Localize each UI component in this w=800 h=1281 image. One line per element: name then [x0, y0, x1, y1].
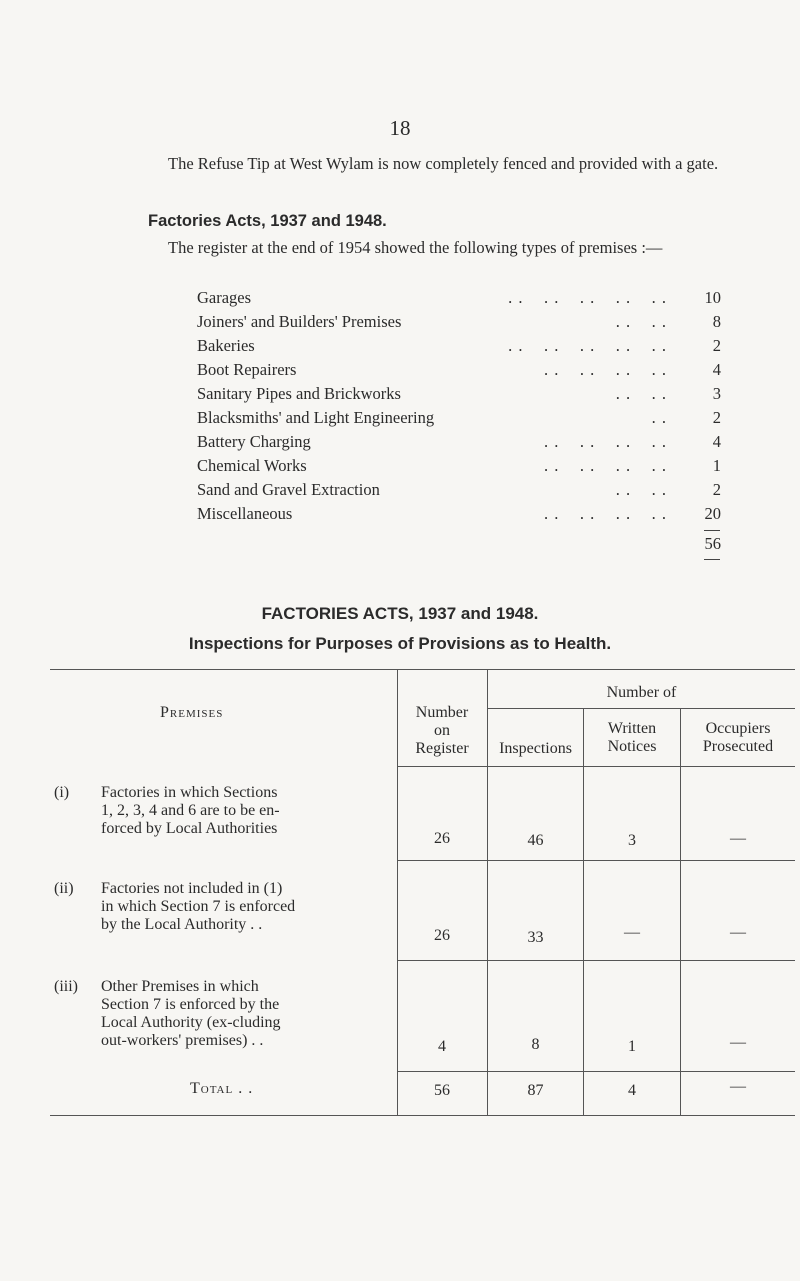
total-register: 56: [434, 1082, 450, 1099]
register-row: . . . . . . . . . . Bakeries 2: [197, 336, 721, 355]
section-heading: Factories Acts, 1937 and 1948.: [148, 212, 387, 230]
header-notices-2: Notices: [607, 738, 657, 755]
total-notices: 4: [628, 1082, 636, 1099]
total-rule-bottom: [704, 559, 720, 560]
register-row: . . . . . . . . Boot Repairers 4: [197, 360, 721, 379]
row-notices: —: [624, 924, 640, 941]
row-index: (i): [54, 784, 70, 801]
column-divider: [680, 708, 681, 1115]
row-desc-line: in which Section 7 is enforced: [101, 898, 296, 915]
register-label: Battery Charging: [197, 432, 311, 451]
row-register: 26: [434, 830, 450, 847]
header-premises: Premises: [160, 704, 224, 721]
table-title: FACTORIES ACTS, 1937 and 1948.: [261, 604, 539, 623]
row-desc-line: Local Authority (ex-cluding: [101, 1014, 281, 1031]
row-divider: [397, 860, 795, 861]
header-notices-1: Written: [607, 720, 657, 737]
register-count: 3: [712, 384, 721, 403]
register-row: . . . . . . . . Battery Charging 4: [197, 432, 721, 451]
register-intro: The register at the end of 1954 showed the following types of premises :—: [168, 238, 663, 257]
register-row: . . . . . . . . . . Garages 10: [197, 288, 721, 307]
row-desc-line: Section 7 is enforced by the: [101, 996, 280, 1013]
register-count: 2: [712, 336, 721, 355]
register-count: 2: [712, 480, 721, 499]
intro-paragraph: The Refuse Tip at West Wylam is now completely fenced and provided with a gate.: [168, 154, 719, 173]
register-label: Miscellaneous: [197, 504, 293, 523]
register-count: 4: [712, 360, 721, 379]
table-subtitle: Inspections for Purposes of Provisions as to Health.: [188, 634, 612, 653]
register-label: Chemical Works: [197, 456, 307, 475]
header-inspections: Inspections: [499, 740, 572, 757]
row-divider: [397, 960, 795, 961]
header-number-of: Number of: [606, 684, 677, 701]
total-label: Total . .: [190, 1080, 254, 1097]
row-desc-line: Other Premises in which: [101, 978, 259, 995]
register-label: Garages: [197, 288, 252, 307]
register-label: Blacksmiths' and Light Engineering: [197, 408, 435, 427]
row-index: (iii): [54, 978, 78, 995]
register-total: 56: [704, 534, 721, 553]
row-desc-line: forced by Local Authorities: [101, 820, 278, 837]
row-desc-line: by the Local Authority . .: [101, 916, 263, 933]
row-register: 26: [434, 927, 450, 944]
row-prosecuted: —: [730, 830, 746, 847]
row-prosecuted: —: [730, 1034, 746, 1051]
total-inspections: 87: [527, 1082, 544, 1099]
register-count: 4: [712, 432, 721, 451]
row-prosecuted: —: [730, 924, 746, 941]
table-bottom-border: [50, 1115, 795, 1116]
register-count: 2: [712, 408, 721, 427]
header-register-2: on: [434, 722, 450, 739]
register-label: Bakeries: [197, 336, 255, 355]
row-register: 4: [438, 1038, 446, 1055]
row-divider: [397, 1071, 795, 1072]
row-inspections: 8: [531, 1036, 540, 1053]
register-row: . . . . Joiners' and Builders' Premises 8: [197, 312, 721, 331]
header-register-1: Number: [415, 704, 469, 721]
row-index: (ii): [54, 880, 74, 897]
page-number: 18: [389, 116, 411, 140]
row-desc-line: 1, 2, 3, 4 and 6 are to be en-: [101, 802, 280, 819]
total-prosecuted: —: [730, 1078, 746, 1095]
row-desc-line: out-workers' premises) . .: [101, 1032, 264, 1049]
header-prosecuted-2: Prosecuted: [702, 738, 774, 755]
row-desc-line: Factories in which Sections: [101, 784, 278, 801]
register-row: . . Blacksmiths' and Light Engineering 2: [197, 408, 721, 427]
register-count: 10: [704, 288, 721, 307]
number-of-divider: [487, 708, 795, 709]
register-label: Sand and Gravel Extraction: [197, 480, 380, 499]
table-top-border: [50, 669, 795, 670]
row-notices: 1: [628, 1038, 636, 1055]
header-prosecuted-1: Occupiers: [705, 720, 771, 737]
register-count: 20: [704, 504, 721, 523]
register-row: . . . . Sand and Gravel Extraction 2: [197, 480, 721, 499]
header-register-3: Register: [415, 740, 469, 757]
register-row: . . . . . . . . Miscellaneous 20: [197, 504, 721, 523]
row-inspections: 33: [527, 929, 544, 946]
register-label: Boot Repairers: [197, 360, 297, 379]
register-count: 8: [712, 312, 721, 331]
row-desc-line: Factories not included in (1): [101, 880, 283, 897]
register-label: Joiners' and Builders' Premises: [197, 312, 402, 331]
register-label: Sanitary Pipes and Brickworks: [197, 384, 401, 403]
header-bottom-border: [397, 766, 795, 767]
total-rule-top: [704, 530, 720, 531]
row-inspections: 46: [527, 832, 544, 849]
register-count: 1: [712, 456, 721, 475]
row-notices: 3: [628, 832, 636, 849]
register-row: . . . . . . . . Chemical Works 1: [197, 456, 721, 475]
register-row: . . . . Sanitary Pipes and Brickworks 3: [197, 384, 721, 403]
